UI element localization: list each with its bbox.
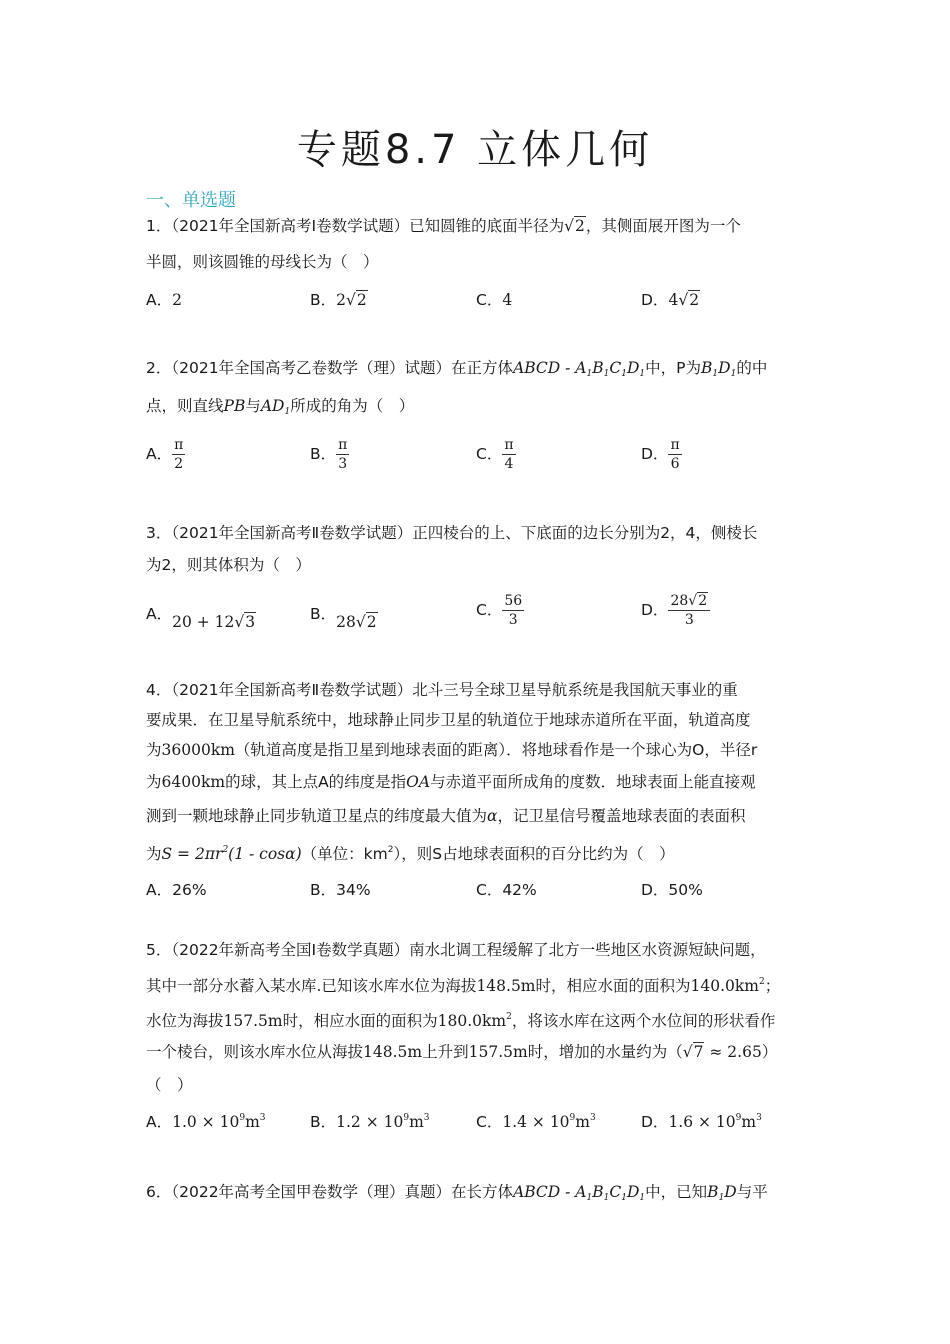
q4-option-a: A．26%	[146, 881, 207, 899]
q2-line1: 2．（2021年全国高考乙卷数学（理）试题）在正方体ABCD - $A_1B_1C_1D_1$中，P为$B_1D_1$的中	[146, 359, 768, 379]
q4-option-b: B．34%	[310, 881, 371, 899]
q3-option-c: C． $\frac{56}{3}$	[476, 593, 523, 628]
section-heading: 一、单选题	[146, 190, 236, 211]
q1-text-b: ，其侧面展开图为一个	[585, 217, 741, 235]
q2-option-a: A． $\frac{\pi}{2}$	[146, 437, 184, 472]
q2-option-b: B． $\frac{\pi}{3}$	[310, 437, 348, 472]
q5-option-a: A．$1.0 \times 10^9m^3$	[146, 1113, 266, 1131]
q2-option-c: C． $\frac{\pi}{4}$	[476, 437, 514, 472]
q5-line3: 水位为海拔157.5m时，相应水面的面积为$180.0km^2$，将该水库在这两个水位间的形状看作	[146, 1012, 776, 1030]
q1-option-a: A．2	[146, 291, 182, 309]
q1-text: 1．（2021年全国新高考Ⅰ卷数学试题）已知圆锥的底面半径为	[146, 217, 565, 235]
q4-line5: 测到一颗地球静止同步轨道卫星点的纬度最大值为α，记卫星信号覆盖地球表面的表面积	[146, 807, 746, 825]
q3-line2: 为2，则其体积为（ ）	[146, 556, 311, 574]
q5-line2: 其中一部分水蓄入某水库.已知该水库水位为海拔148.5m时，相应水面的面积为$140.0km^2$；	[146, 977, 781, 995]
q6-line1: 6．（2022年高考全国甲卷数学（理）真题）在长方体ABCD - $A_1B_1C_1D_1$中，已知$B_1D$与平	[146, 1183, 768, 1203]
q2-b1d1: $B_1D_1$	[701, 359, 737, 379]
q3-option-b: B．28√2	[310, 605, 377, 631]
q3-option-d: D． $\frac{28√2}{3}$	[641, 592, 710, 629]
q3-option-a: A．20 + 12√3	[146, 605, 256, 631]
q1-option-d: D．4√2	[641, 291, 700, 309]
q4-line1: 4．（2021年全国新高考Ⅱ卷数学试题）北斗三号全球卫星导航系统是我国航天事业的重	[146, 681, 738, 699]
q3-line1: 3．（2021年全国新高考Ⅱ卷数学试题）正四棱台的上、下底面的边长分别为2，4，侧棱长	[146, 524, 758, 542]
q5-option-c: C．$1.4 \times 10^9m^3$	[476, 1113, 596, 1131]
q4-line2: 要成果．在卫星导航系统中，地球静止同步卫星的轨道位于地球赤道所在平面，轨道高度	[146, 711, 751, 729]
q4-option-d: D．50%	[641, 881, 703, 899]
q2-cube-name: ABCD - $A_1B_1C_1D_1$	[513, 359, 646, 379]
q6-b1d: $B_1D$	[707, 1183, 737, 1203]
q1-line2: 半圆，则该圆锥的母线长为（ ）	[146, 253, 379, 271]
q5-line4: 一个棱台，则该水库水位从海拔148.5m上升到157.5m时，增加的水量约为（√7 ≈ 2.65）	[146, 1043, 778, 1061]
page-title: 专题8.7 立体几何	[296, 127, 654, 173]
q1-sqrt: √2	[564, 217, 585, 235]
q1-line1	[146, 216, 741, 236]
q4-line3: 为36000km（轨道高度是指卫星到地球表面的距离）．将地球看作是一个球心为O，半径r	[146, 741, 758, 759]
q4-option-c: C．42%	[476, 881, 537, 899]
q5-line1: 5．（2022年新高考全国Ⅰ卷数学真题）南水北调工程缓解了北方一些地区水资源短缺问题，	[146, 941, 766, 959]
q5-option-b: B．$1.2 \times 10^9m^3$	[310, 1113, 430, 1131]
q4-line4: 为6400km的球，其上点A的纬度是指OA与赤道平面所成角的度数．地球表面上能直接观	[146, 773, 756, 791]
q1-option-b: B．2√2	[310, 291, 367, 309]
q4-line6: 为$S = 2\pi r^2(1 - \cos\alpha)$（单位：$km^2$），则S占地球表面积的百分比约为（ ）	[146, 845, 675, 863]
q2-line2: 点，则直线PB与$AD_1$所成的角为（ ）	[146, 397, 415, 417]
q2-option-d: D． $\frac{\pi}{6}$	[641, 437, 680, 472]
q1-option-c: C．4	[476, 291, 513, 309]
q6-cube-name: ABCD - $A_1B_1C_1D_1$	[513, 1183, 646, 1203]
q5-option-d: D．$1.6 \times 10^9m^3$	[641, 1113, 762, 1131]
q5-line5: （ ）	[146, 1076, 193, 1094]
